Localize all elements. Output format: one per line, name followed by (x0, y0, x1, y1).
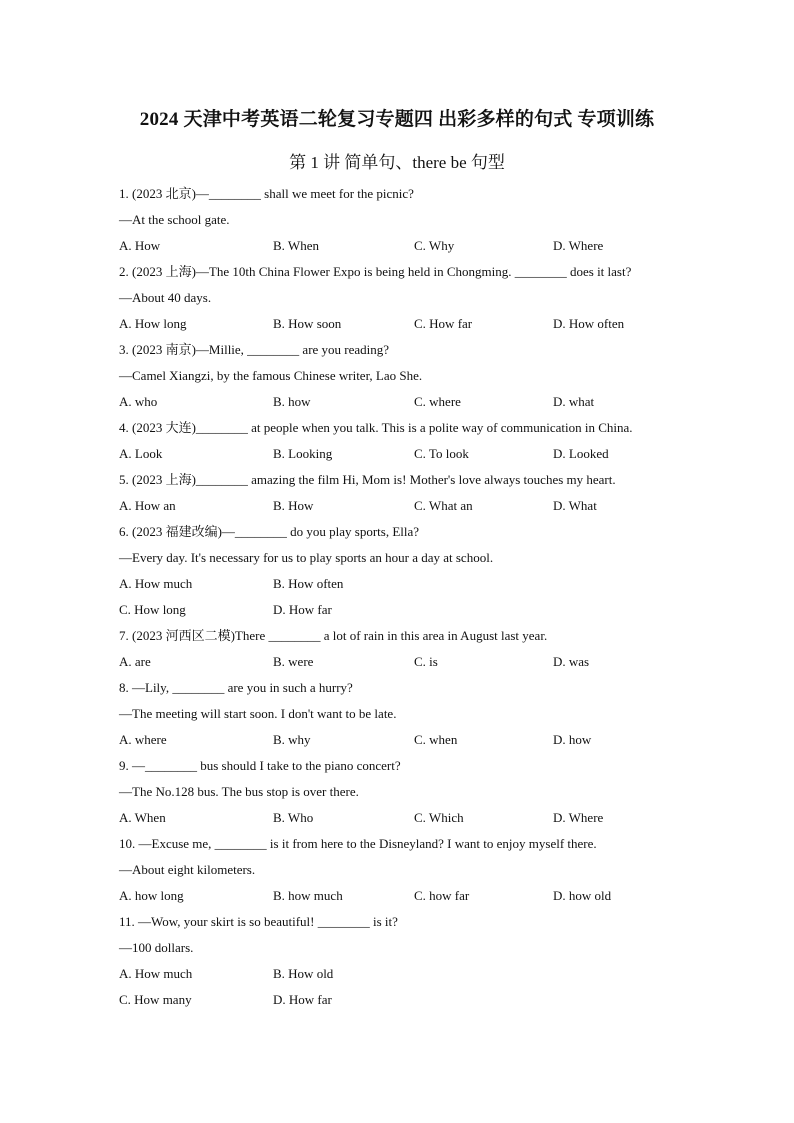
question-dialogue-line: —At the school gate. (119, 212, 230, 227)
answer-option: A. How much (119, 966, 193, 981)
option-row (119, 311, 699, 337)
answer-option: B. How soon (273, 316, 342, 331)
option-row (119, 441, 699, 467)
answer-option: B. how (273, 394, 311, 409)
answer-option: D. Where (553, 238, 604, 253)
question-stem: 8. —Lily, ________ are you in such a hurry? (119, 680, 353, 695)
question-item (119, 337, 699, 415)
answer-option: C. How many (119, 992, 192, 1007)
answer-option: A. How long (119, 316, 187, 331)
answer-option: A. where (119, 732, 167, 747)
answer-option: D. What (553, 498, 597, 513)
answer-option: C. How far (414, 316, 473, 331)
answer-option: C. how far (414, 888, 470, 903)
question-stem: 11. —Wow, your skirt is so beautiful! ________ is it? (119, 914, 398, 929)
option-row (119, 597, 699, 623)
question-dialogue-line: —About eight kilometers. (119, 862, 256, 877)
answer-option: D. How far (273, 602, 332, 617)
answer-option: A. When (119, 810, 166, 825)
question-item (119, 519, 699, 623)
answer-option: D. how old (553, 888, 612, 903)
answer-option: D. Where (553, 810, 604, 825)
answer-option: C. Why (414, 238, 455, 253)
answer-option: B. were (273, 654, 314, 669)
answer-option: A. are (119, 654, 151, 669)
answer-option: A. who (119, 394, 158, 409)
option-row (119, 649, 699, 675)
answer-option: D. How far (273, 992, 332, 1007)
answer-option: B. how much (273, 888, 343, 903)
page-title: 2024 天津中考英语二轮复习专题四 出彩多样的句式 专项训练 (139, 109, 655, 130)
option-row (119, 883, 699, 909)
question-stem: 6. (2023 福建改编)—________ do you play sports, Ella? (119, 524, 420, 539)
answer-option: D. what (553, 394, 595, 409)
question-item (119, 181, 699, 259)
question-stem: 2. (2023 上海)—The 10th China Flower Expo is being held in Chongming. ________ does it last? (119, 264, 632, 279)
answer-option: A. Look (119, 446, 163, 461)
option-row (119, 493, 699, 519)
question-list (119, 181, 699, 1013)
answer-option: D. how (553, 732, 592, 747)
option-row (119, 389, 699, 415)
question-stem: 7. (2023 河西区二模)There ________ a lot of rain in this area in August last year. (119, 628, 548, 643)
option-row (119, 987, 699, 1013)
question-item (119, 467, 699, 519)
question-item (119, 831, 699, 909)
answer-option: B. Who (273, 810, 314, 825)
answer-option: C. is (414, 654, 438, 669)
option-row (119, 727, 699, 753)
answer-option: C. where (414, 394, 461, 409)
answer-option: C. To look (414, 446, 469, 461)
question-item (119, 623, 699, 675)
answer-option: C. when (414, 732, 458, 747)
question-stem: 5. (2023 上海)________ amazing the film Hi, Mom is! Mother's love always touches my heart. (119, 472, 616, 487)
answer-option: B. How often (273, 576, 344, 591)
question-item (119, 675, 699, 753)
question-stem: 9. —________ bus should I take to the piano concert? (119, 758, 401, 773)
option-row (119, 805, 699, 831)
question-item (119, 259, 699, 337)
option-row (119, 571, 699, 597)
question-stem: 3. (2023 南京)—Millie, ________ are you reading? (119, 342, 390, 357)
question-dialogue-line: —About 40 days. (119, 290, 212, 305)
question-item (119, 415, 699, 467)
question-item (119, 753, 699, 831)
answer-option: B. Looking (273, 446, 333, 461)
answer-option: B. why (273, 732, 311, 747)
answer-option: A. How much (119, 576, 193, 591)
answer-option: B. How (273, 498, 314, 513)
option-row (119, 233, 699, 259)
answer-option: C. What an (414, 498, 473, 513)
question-stem: 10. —Excuse me, ________ is it from here to the Disneyland? I want to enjoy myself there. (119, 836, 597, 851)
question-dialogue-line: —The No.128 bus. The bus stop is over there. (119, 784, 359, 799)
answer-option: C. Which (414, 810, 464, 825)
answer-option: B. When (273, 238, 319, 253)
answer-option: D. was (553, 654, 590, 669)
answer-option: B. How old (273, 966, 334, 981)
answer-option: D. How often (553, 316, 625, 331)
page-subtitle: 第 1 讲 简单句、there be 句型 (289, 153, 505, 172)
answer-option: D. Looked (553, 446, 609, 461)
answer-option: A. How (119, 238, 161, 253)
answer-option: A. how long (119, 888, 184, 903)
question-stem: 1. (2023 北京)—________ shall we meet for the picnic? (119, 186, 414, 201)
question-dialogue-line: —100 dollars. (119, 940, 194, 955)
question-item (119, 909, 699, 1013)
question-stem: 4. (2023 大连)________ at people when you talk. This is a polite way of communication in China. (119, 420, 633, 435)
question-dialogue-line: —Every day. It's necessary for us to play sports an hour a day at school. (119, 550, 494, 565)
answer-option: C. How long (119, 602, 186, 617)
answer-option: A. How an (119, 498, 176, 513)
question-dialogue-line: —The meeting will start soon. I don't want to be late. (119, 706, 397, 721)
question-dialogue-line: —Camel Xiangzi, by the famous Chinese writer, Lao She. (119, 368, 423, 383)
option-row (119, 961, 699, 987)
